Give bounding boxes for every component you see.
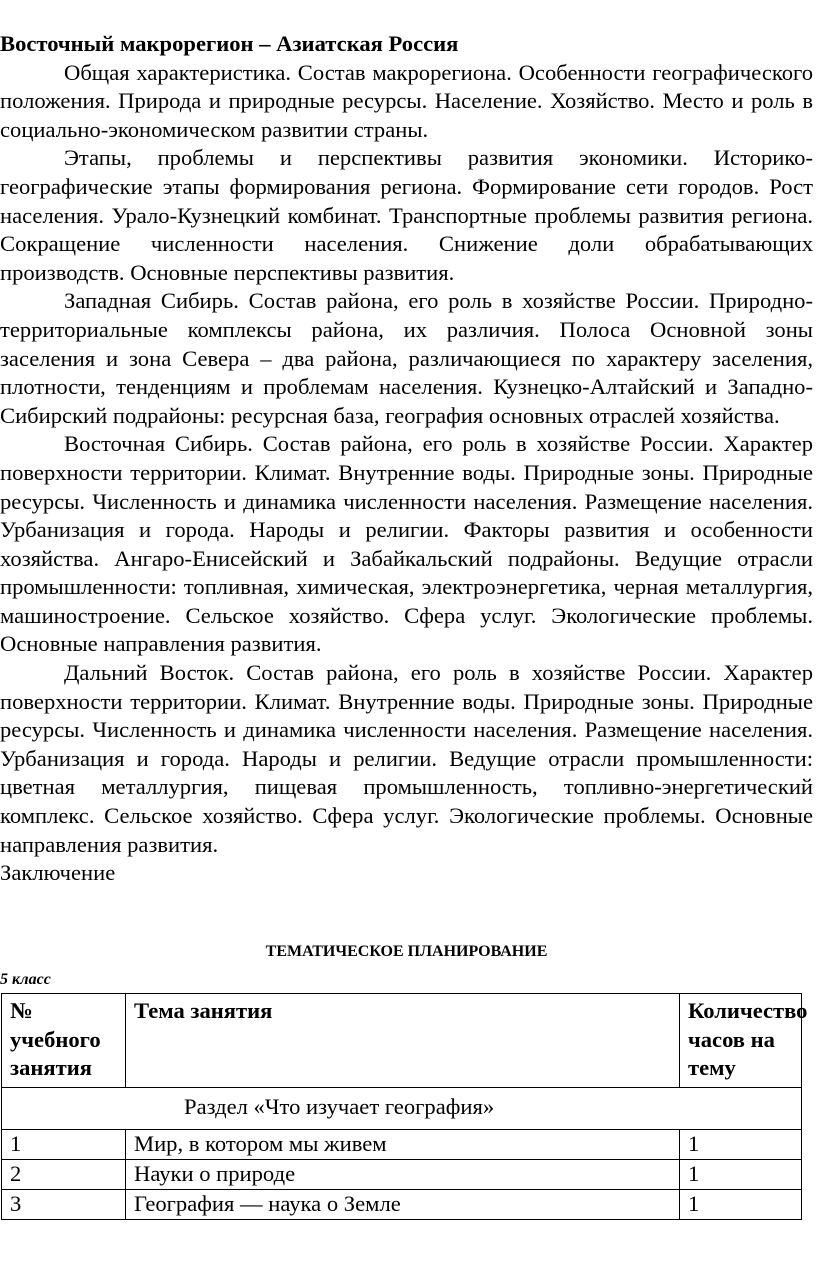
paragraph-east-siberia: Восточная Сибирь. Состав района, его роль в хозяйстве России. Характер поверхности территории. Климат. Внутренние воды. Природные зоны. Природные ресурсы. Численность и динамика численности населения. Размещение населения. Урбанизация и города. Народы и религии. Факторы развития и особенности хозяйства. Ангаро-Енисейский и Забайкальский подрайоны. Ведущие отрасли промышленности: топливная, химическая, электроэнергетика, черная металлургия, машиностроение. Сельское хозяйство. Сфера услуг. Экологические проблемы. Основные направления развития. <box>0 431 813 657</box>
paragraph-stages: Этапы, проблемы и перспективы развития экономики. Историко-географические этапы формирования региона. Формирование сети городов. Рост населения. Урало-Кузнецкий комбинат. Транспортные проблемы развития региона. Сокращение численности населения. Снижение доли обрабатывающих производств. Основные перспективы развития. <box>0 145 813 285</box>
row-number: 3 <box>2 1190 126 1220</box>
row-number: 2 <box>2 1160 126 1190</box>
planning-title: ТЕМАТИЧЕСКОЕ ПЛАНИРОВАНИЕ <box>265 943 548 960</box>
table-section-row <box>2 1087 802 1130</box>
table-row <box>2 1190 802 1220</box>
paragraph-far-east: Дальний Восток. Состав района, его роль в хозяйстве России. Характер поверхности территории. Климат. Внутренние воды. Природные зоны. Природные ресурсы. Численность и динамика численности населения. Размещение населения. Урбанизация и города. Народы и религии. Ведущие отрасли промышленности: цветная металлургия, пищевая промышленность, топливно-энергетический комплекс. Сельское хозяйство. Сфера услуг. Экологические проблемы. Основные направления развития. <box>0 660 813 857</box>
header-number: № учебного занятия <box>2 994 126 1088</box>
header-hours: Количество часов на тему <box>680 994 802 1088</box>
row-number: 1 <box>2 1130 126 1160</box>
header-topic: Тема занятия <box>126 994 680 1088</box>
paragraph-west-siberia: Западная Сибирь. Состав района, его роль в хозяйстве России. Природно-территориальные комплексы района, их различия. Полоса Основной зоны заселения и зона Севера – два района, различающиеся по характеру заселения, плотности, тенденциям и проблемам населения. Кузнецко-Алтайский и Западно-Сибирский подрайоны: ресурсная база, география основных отраслей хозяйства. <box>0 288 813 428</box>
table-row <box>2 1130 802 1160</box>
row-hours: 1 <box>680 1160 802 1190</box>
row-topic: География — наука о Земле <box>126 1190 680 1220</box>
row-topic: Мир, в котором мы живем <box>126 1130 680 1160</box>
document-body <box>0 30 813 888</box>
planning-table <box>1 993 808 1220</box>
row-hours: 1 <box>680 1130 802 1160</box>
section-heading: Восточный макрорегион – Азиатская Россия <box>0 31 459 56</box>
row-hours: 1 <box>680 1190 802 1220</box>
table-row <box>2 1160 802 1190</box>
section-name: Раздел «Что изучает география» <box>2 1087 802 1130</box>
table-header-row <box>2 994 802 1088</box>
conclusion-label: Заключение <box>0 860 116 886</box>
row-topic: Науки о природе <box>126 1160 680 1190</box>
grade-label: 5 класс <box>0 971 51 988</box>
paragraph-general: Общая характеристика. Состав макрорегиона. Особенности географического положения. Природа и природные ресурсы. Население. Хозяйство. Место и роль в социально-экономическом развитии страны. <box>0 59 813 142</box>
